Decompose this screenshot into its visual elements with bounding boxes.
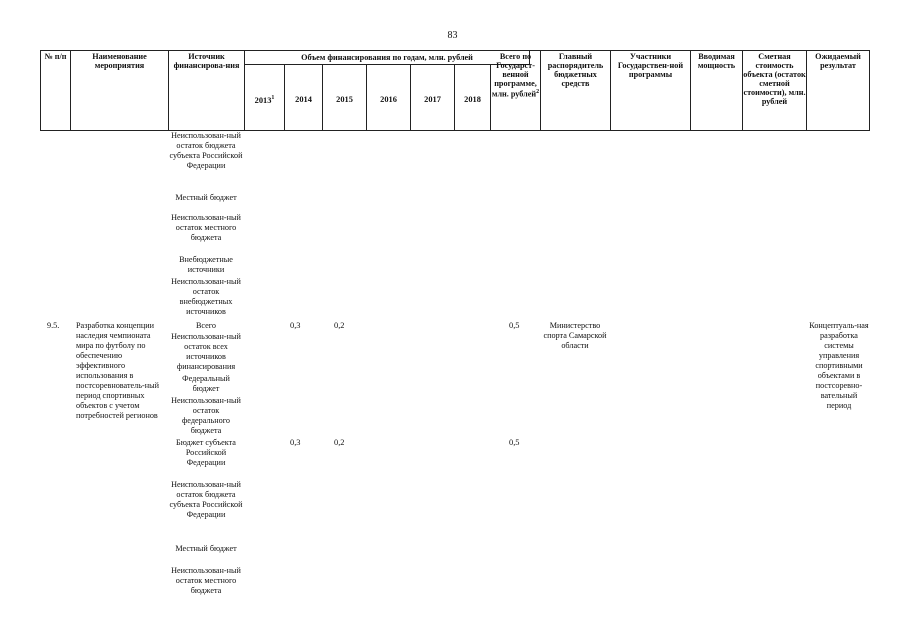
- value-2014-total: 0,3: [290, 321, 301, 330]
- continued-source: Неиспользован-ный остаток внебюджетных источников: [171, 277, 241, 316]
- source-item: Бюджет субъекта Российской Федерации: [176, 438, 236, 467]
- source-item: Неиспользован-ный остаток местного бюджета: [171, 566, 241, 595]
- continued-source: Неиспользован-ный остаток бюджета субъекта Российской Федерации: [169, 131, 243, 170]
- continued-source: Внебюджетные источники: [179, 255, 233, 274]
- header-year-2018: 2018: [455, 65, 491, 130]
- header-year-2017: 2017: [411, 65, 455, 130]
- header-total: Всего по Государст-венной программе, млн. рублей$^2$: [491, 51, 541, 130]
- value-sum-region: 0,5: [509, 438, 520, 447]
- header-year-2013: 2013$^1$: [245, 65, 285, 130]
- header-result: Ожидаемый результат: [815, 52, 861, 70]
- header-participants: Участники Государствен-ной программы: [611, 51, 691, 130]
- header-capacity: Вводимая мощность: [691, 51, 743, 130]
- table-header: [40, 50, 870, 131]
- source-item: Неиспользован-ный остаток бюджета субъекта Российской Федерации: [169, 480, 243, 519]
- value-2015-total: 0,2: [334, 321, 345, 330]
- header-name: Наименование мероприятия: [71, 51, 169, 130]
- header-num: № п/п: [41, 51, 71, 130]
- header-source: Источник финансирова-ния: [169, 51, 245, 130]
- source-item: Всего: [195, 321, 217, 330]
- source-item: Неиспользован-ный остаток всех источников финансирования: [171, 332, 241, 371]
- value-2015-region: 0,2: [334, 438, 345, 447]
- header-volume: Объем финансирования по годам, млн. рублей: [245, 51, 530, 65]
- continued-source: Неиспользован-ный остаток местного бюджета: [171, 213, 241, 242]
- value-2014-region: 0,3: [290, 438, 301, 447]
- row-number: 9.5.: [47, 321, 60, 330]
- value-sum-total: 0,5: [509, 321, 520, 330]
- header-year-2016: 2016: [367, 65, 411, 130]
- row-name: Разработка концепции наследия чемпионата мира по футболу по обеспечению эффективного использования в постсоревнователь-ный период спортивных объектов с учетом потребностей регионов: [76, 321, 159, 420]
- source-item: Неиспользован-ный остаток федерального бюджета: [171, 396, 241, 435]
- continued-source: Местный бюджет: [175, 193, 237, 202]
- page-number: 83: [447, 30, 458, 41]
- source-item: Федеральный бюджет: [182, 374, 230, 393]
- header-year-2014: 2014: [285, 65, 323, 130]
- source-item: Местный бюджет: [175, 544, 237, 553]
- row-manager: Министерство спорта Самарской области: [543, 321, 607, 350]
- row-result: Концептуаль-ная разработка системы управления спортивными объектами в постсоревно-вательный период: [809, 321, 869, 410]
- header-year-2015: 2015: [323, 65, 367, 130]
- header-manager: Главный распорядитель бюджетных средств: [541, 51, 611, 130]
- header-estimated-cost: Сметная стоимость объекта (остаток сметной стоимости), млн. рублей: [743, 51, 807, 130]
